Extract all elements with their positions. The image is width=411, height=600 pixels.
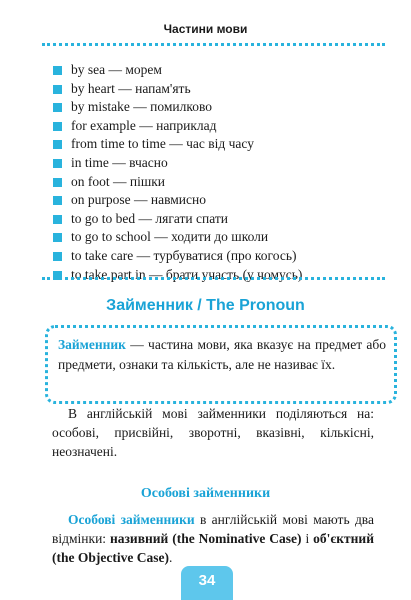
square-bullet-icon bbox=[53, 233, 62, 242]
phrase-list bbox=[52, 61, 302, 284]
list-item bbox=[52, 228, 302, 247]
list-item bbox=[52, 80, 302, 99]
phrase-text: by sea — морем bbox=[71, 62, 162, 77]
square-bullet-icon bbox=[53, 122, 62, 131]
header-dotted-divider bbox=[42, 43, 385, 46]
running-header: Частини мови bbox=[163, 22, 248, 36]
square-bullet-icon bbox=[53, 140, 62, 149]
square-bullet-icon bbox=[53, 196, 62, 205]
definition-term: Займенник bbox=[58, 337, 126, 352]
phrase-text: by mistake — помилково bbox=[71, 99, 212, 115]
list-item bbox=[52, 210, 302, 229]
list-item bbox=[52, 154, 302, 173]
list-item bbox=[52, 135, 302, 154]
list-item bbox=[52, 266, 302, 285]
section-title: Займенник / The Pronoun bbox=[106, 297, 305, 314]
paragraph-text: . bbox=[168, 550, 173, 565]
phrase-text: to go to school — ходити до школи bbox=[71, 229, 269, 245]
section-dotted-divider bbox=[42, 277, 385, 280]
square-bullet-icon bbox=[53, 103, 62, 112]
phrase-text: to go to bed — лягати спати bbox=[71, 210, 228, 226]
square-bullet-icon bbox=[53, 85, 62, 94]
definition-text: — частина мови, яка вказує на предмет або предмети, ознаки та кількість, але не називає їх. bbox=[58, 337, 386, 372]
definition-box bbox=[45, 325, 397, 404]
phrase-text: from time to time — час від часу bbox=[71, 136, 254, 152]
phrase-text: in time — вчасно bbox=[71, 154, 168, 170]
paragraph-personal-pronouns bbox=[52, 510, 374, 567]
case-nominative: називний (the Nominative Case) bbox=[109, 531, 302, 546]
phrase-text: to take part in — брати участь (у чомусь) bbox=[71, 266, 303, 282]
paragraph-term: Особові займенники bbox=[68, 512, 195, 527]
square-bullet-icon bbox=[53, 178, 62, 187]
list-item bbox=[52, 173, 302, 192]
square-bullet-icon bbox=[53, 252, 62, 261]
list-item bbox=[52, 98, 302, 117]
case-objective: об'єктний (the Objective Case) bbox=[52, 531, 374, 565]
square-bullet-icon bbox=[53, 159, 62, 168]
paragraph-text: в англійській мові мають два відмінки: bbox=[52, 512, 374, 546]
page-number-badge: 34 bbox=[181, 566, 233, 600]
list-item bbox=[52, 61, 302, 80]
phrase-text: to take care — турбуватися (про когось) bbox=[71, 247, 297, 263]
list-item bbox=[52, 191, 302, 210]
list-item bbox=[52, 247, 302, 266]
paragraph-pronoun-types: В англійській мові займенники поділяються на: особові, присвійні, зворотні, вказівні, кількісні, неозначені. bbox=[52, 406, 374, 459]
paragraph-text: і bbox=[301, 531, 314, 546]
phrase-text: on foot — пішки bbox=[71, 173, 166, 189]
phrase-text: by heart — напам'ять bbox=[71, 80, 191, 96]
phrase-text: for example — наприклад bbox=[71, 117, 217, 133]
list-item bbox=[52, 117, 302, 136]
square-bullet-icon bbox=[53, 215, 62, 224]
subsection-title: Особові займенники bbox=[140, 486, 271, 501]
square-bullet-icon bbox=[53, 66, 62, 75]
phrase-text: on purpose — навмисно bbox=[71, 192, 206, 208]
